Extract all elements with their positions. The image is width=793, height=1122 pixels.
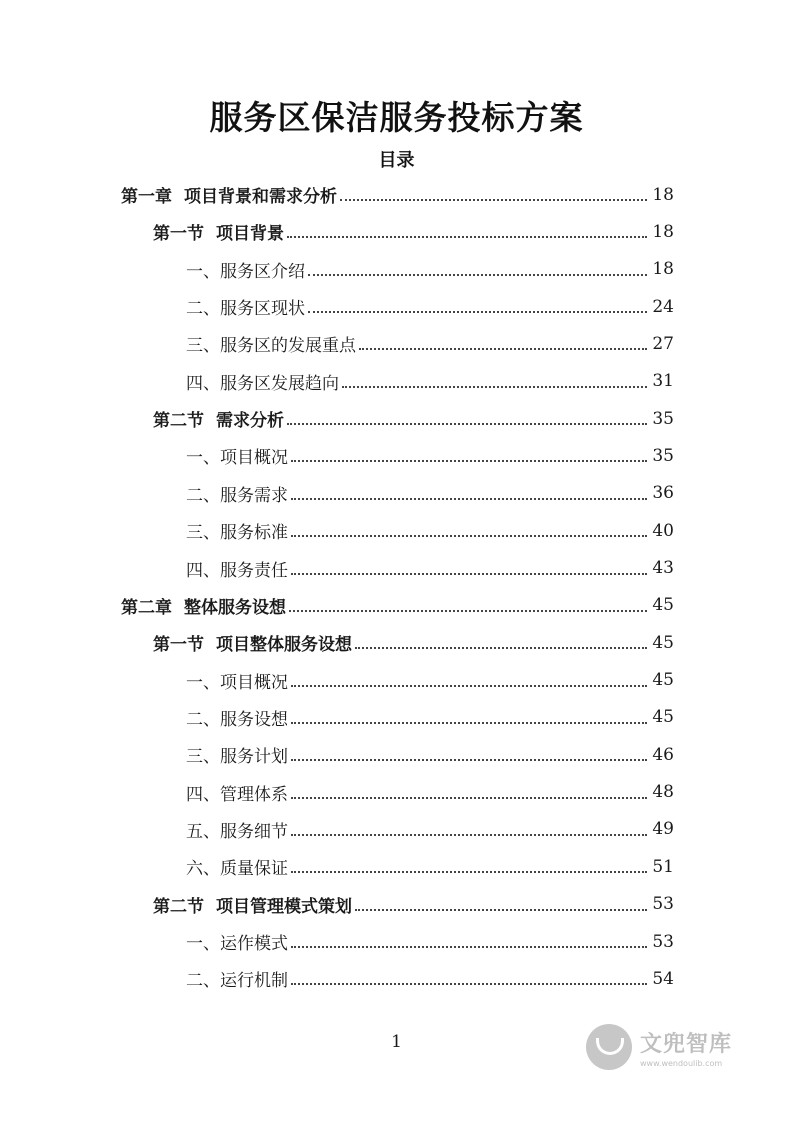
toc-entry[interactable] [186, 363, 674, 400]
toc-entry[interactable] [186, 699, 674, 736]
toc-leader-dots [291, 572, 647, 575]
toc-entry-label: 需求分析 [216, 411, 284, 432]
toc-entry-label: 服务细节 [220, 821, 288, 842]
toc-leader-dots [308, 310, 647, 313]
toc-entry-title [153, 892, 352, 917]
toc-entry-number: 二、 [186, 299, 220, 320]
toc-leader-dots [291, 459, 647, 462]
watermark-name: 文兜智库 [640, 1031, 733, 1057]
toc-entry-number: 一、 [186, 448, 220, 469]
toc-entry-number: 五、 [186, 821, 220, 842]
toc-entry-title [153, 630, 352, 655]
toc-entry-number: 二、 [186, 709, 220, 730]
toc-entry-label: 项目概况 [220, 672, 288, 693]
toc-entry-label: 服务需求 [220, 485, 288, 506]
toc-entry-page: 43 [652, 558, 674, 578]
toc-entry-number: 四、 [186, 784, 220, 805]
toc-entry-label: 运作模式 [220, 934, 288, 954]
toc-entry-page: 53 [652, 894, 674, 915]
toc-entry-number: 第二节 [153, 411, 204, 432]
toc-entry-title [186, 518, 288, 543]
toc-entry[interactable] [186, 512, 674, 549]
toc-entry-number: 一、 [186, 672, 220, 693]
toc-entry-label: 服务区介绍 [220, 261, 305, 282]
toc-entry-number: 六、 [186, 859, 220, 880]
toc-entry-title [186, 369, 339, 394]
toc-entry[interactable] [186, 550, 674, 587]
wendou-logo-icon [586, 1024, 632, 1070]
toc-entry-label: 项目整体服务设想 [216, 635, 352, 656]
toc-entry-label: 服务标准 [220, 523, 288, 544]
toc-entry-title [186, 929, 288, 954]
toc-entry-label: 运行机制 [220, 971, 288, 992]
toc-entry-title [186, 556, 288, 581]
toc-entry-label: 质量保证 [220, 859, 288, 880]
toc-entry-label: 项目概况 [220, 448, 288, 469]
toc-entry-label: 整体服务设想 [184, 597, 286, 618]
toc-entry[interactable] [186, 288, 674, 325]
toc-entry-page: 51 [652, 856, 674, 877]
toc-entry[interactable] [186, 325, 674, 362]
toc-entry-title [186, 705, 288, 730]
toc-entry-page: 40 [652, 520, 674, 541]
toc-entry[interactable] [186, 774, 674, 811]
toc-entry[interactable] [121, 176, 674, 213]
toc-entry-number: 一、 [186, 261, 220, 282]
toc-entry-number: 第一节 [153, 635, 204, 656]
toc-leader-dots [342, 385, 647, 388]
toc-entry-number: 三、 [186, 336, 220, 357]
toc-leader-dots [308, 273, 647, 276]
toc-entry[interactable] [186, 960, 674, 997]
toc-entry-number: 四、 [186, 373, 220, 394]
toc-leader-dots [291, 721, 647, 724]
toc-entry-number: 第二节 [153, 896, 204, 917]
toc-entry[interactable] [186, 437, 674, 474]
toc-leader-dots [291, 534, 647, 537]
toc-entry-page: 48 [652, 782, 674, 803]
toc-leader-dots [355, 646, 647, 649]
toc-entry-title [153, 406, 284, 431]
toc-entry[interactable] [186, 736, 674, 773]
toc-entry-page: 45 [652, 632, 674, 653]
toc-leader-dots [291, 870, 647, 873]
toc-entry-number: 二、 [186, 485, 220, 506]
toc-entry-number: 一、 [186, 934, 220, 954]
toc-leader-dots [287, 422, 647, 425]
toc-entry-number: 第二章 [121, 597, 172, 618]
toc-entry-number: 三、 [186, 523, 220, 544]
toc-entry-title [186, 742, 288, 767]
toc-entry[interactable] [153, 213, 674, 250]
toc-heading: 目录 [378, 150, 415, 171]
toc-entry-title [186, 443, 288, 468]
toc-entry[interactable] [186, 923, 674, 960]
toc-entry-page: 36 [652, 483, 674, 504]
watermark-url: www.wendoulib.com [640, 1058, 723, 1068]
toc-leader-dots [291, 945, 647, 948]
page-number: 1 [391, 1032, 402, 1052]
toc-entry[interactable] [186, 811, 674, 848]
toc-entry[interactable] [153, 400, 674, 437]
toc-entry-page: 31 [652, 371, 674, 392]
toc-entry-page: 35 [652, 408, 674, 429]
toc-entry-title [186, 257, 305, 282]
toc-entry-title [186, 294, 305, 319]
toc-entry-page: 45 [652, 670, 674, 691]
toc-entry[interactable] [186, 251, 674, 288]
toc-entry-number: 第一节 [153, 224, 204, 245]
toc-leader-dots [291, 758, 647, 761]
toc-leader-dots [359, 347, 647, 350]
toc-entry-number: 三、 [186, 747, 220, 768]
toc-leader-dots [291, 684, 647, 687]
toc-entry-page: 46 [652, 744, 674, 765]
toc-entry[interactable] [186, 662, 674, 699]
toc-entry[interactable] [153, 886, 674, 923]
toc-entry-page: 45 [652, 595, 674, 616]
toc-entry-title [186, 331, 356, 356]
toc-leader-dots [289, 609, 647, 612]
toc-entry-title [121, 182, 337, 207]
document-title: 服务区保洁服务投标方案 [209, 98, 584, 137]
toc-entry-page: 54 [652, 968, 674, 989]
toc-entry-label: 项目管理模式策划 [216, 896, 352, 917]
toc-entry-label: 服务区的发展重点 [220, 336, 356, 357]
toc-entry-page: 49 [652, 819, 674, 840]
toc-entry-page: 24 [652, 296, 674, 317]
toc-leader-dots [291, 982, 647, 985]
toc-entry-page: 18 [652, 259, 674, 280]
toc-entry-title [186, 854, 288, 879]
toc-leader-dots [291, 796, 647, 799]
toc-entry-title [153, 219, 284, 244]
toc-entry-page: 35 [652, 445, 674, 466]
toc-entry-title [186, 668, 288, 693]
toc-entry[interactable] [121, 587, 674, 624]
toc-entry-page: 18 [652, 221, 674, 242]
toc-leader-dots [287, 235, 647, 238]
toc-entry-label: 管理体系 [220, 784, 288, 805]
toc-entry-title [186, 966, 288, 991]
toc-entry-number: 二、 [186, 971, 220, 992]
toc-entry-label: 服务责任 [220, 560, 288, 581]
toc-entry-title [121, 593, 286, 618]
toc-entry-title [186, 780, 288, 805]
watermark [586, 1018, 756, 1076]
toc-entry-label: 服务区发展趋向 [220, 373, 339, 394]
toc-entry-label: 服务区现状 [220, 299, 305, 320]
toc-entry-label: 服务计划 [220, 747, 288, 768]
toc-entry-title [186, 481, 288, 506]
toc-entry-number: 四、 [186, 560, 220, 581]
toc-entry-page: 53 [652, 931, 674, 952]
toc-entry-page: 18 [652, 184, 674, 205]
toc-entry-label: 项目背景 [216, 224, 284, 245]
toc-entry-label: 项目背景和需求分析 [184, 187, 337, 207]
toc-leader-dots [340, 198, 647, 201]
toc-entry-page: 45 [652, 707, 674, 728]
toc-leader-dots [355, 908, 647, 911]
toc-entry-page: 27 [652, 333, 674, 354]
toc-entry-number: 第一章 [121, 187, 172, 207]
toc-leader-dots [291, 497, 647, 500]
toc-entry-label: 服务设想 [220, 709, 288, 730]
toc-entry[interactable] [153, 624, 674, 661]
toc-entry[interactable] [186, 848, 674, 885]
toc-entry-title [186, 817, 288, 842]
toc-leader-dots [291, 833, 647, 836]
toc-entry[interactable] [186, 475, 674, 512]
